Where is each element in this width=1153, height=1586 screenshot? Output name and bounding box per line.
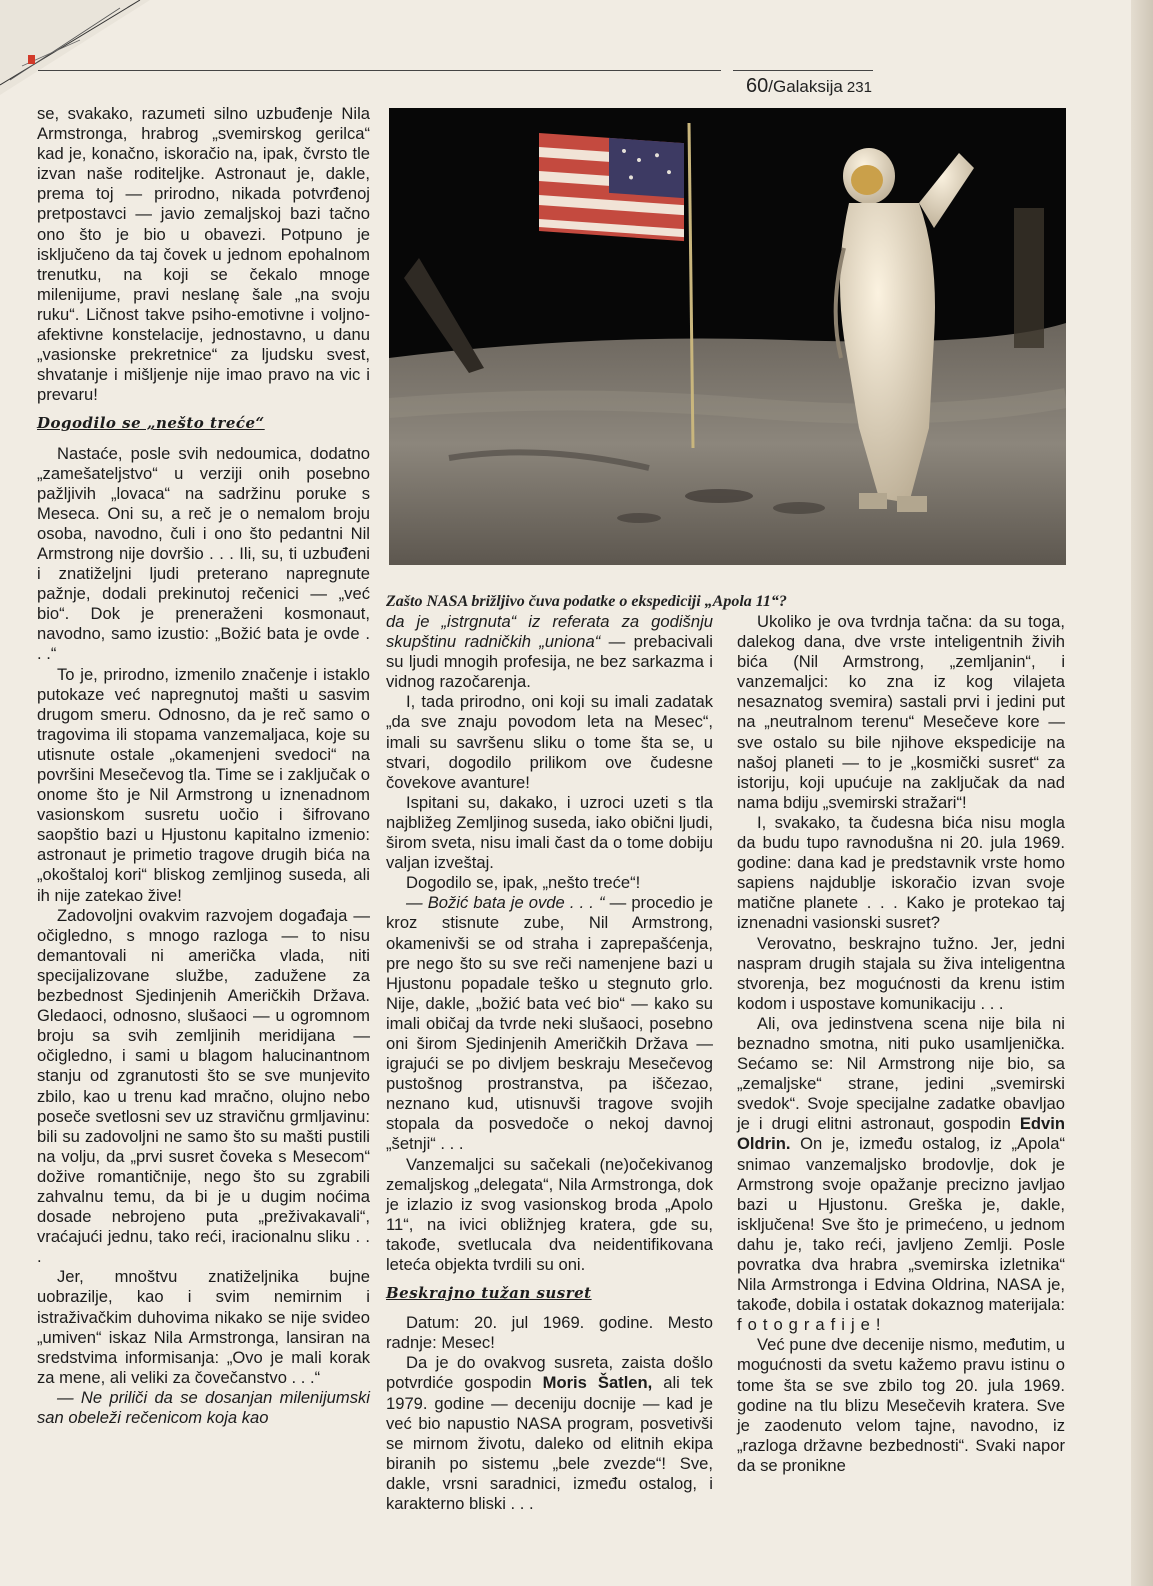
paragraph: Zadovoljni ovakvim razvojem događaja — očigledno, s mnogo razloga — to nisu demantovali ni američka vlada, niti specijalizovane službe, zadužene za bezbednost Sjedinjenih Američkih Država. Gledaoci, odnosno, slušaoci — u ogromnom broju sa svih zemljinih meridijana — očigledno, i sami u blagom halucinantnom stanju od zgranutosti što se sve munjevito zbilo, kao u trenu kad mračno, olujno nebo poseče svetlosni sev uz stravičnu grmljavinu: bili su zadovoljni ne samo što su mašti pustili na volju, da „prvi susret čoveka s Mesecom“ dožive romantičnije, nego što su zgrabili zahvalnu temu, da bi je u dugim noćima dosade nebrojeno puta „preživakavali“, vraćajući jednu, tako reći, iracionalnu sliku . . . — [37, 905, 370, 1267]
issue-number: 60 — [746, 75, 769, 97]
paragraph: Nastaće, posle svih nedoumica, dodatno „zamešateljstvo“ u verziji onih posebno pažljivih „lovaca“ na sadržinu poruke s Meseca. Oni su, a reč je o nemalom broju osoba, navodno, čuli i ono što pedantni Nil Armstrong nije dovršio . . . Ili, su, ti uzbuđeni i znatiželjni ljudi preterano napregnute pažnje, dodali prekinutoj rečenici — „već bio“. Dok je preneraženi kosmonaut, navodno, samo izustio: „Božić bata je ovde . . .“ — [37, 443, 370, 664]
section-heading: Dogodilo se „nešto treće“ — [37, 414, 265, 433]
column-2 — [386, 612, 713, 1514]
paragraph: Ukoliko je ova tvrdnja tačna: da su toga, dalekog dana, dve vrste inteligentnih živih bića (Nil Armstrong, „zemljanin“, i vanzemaljci: ko zna iz kog vilajeta nesaznatog svemira) sastali prvi i jedini put na „neutralnom terenu“ Mesečeve kore — sve ostalo su bile njihove ekspedicije na našoj planeti — to je „kosmički susret“ za istoriju, koji upućuje na zaključak da nad nama bdiju „svemirski stražari“! — [737, 612, 1065, 812]
text-run: On je, između ostalog, iz „Apola“ snimao vanzemaljsko brodovlje, dok je Armstrong svoje opažanje precizno javljao bazi u Hjustonu. Greška je, dakle, isključena! Sve što je primećeno, u jednom dahu je, tako reći, javljeno Zemlji. Posle povratka dva hrabra „svemirska izletnika“ Nila Armstronga i Edvina Oldrina, NASA je, takođe, dobila i ostatak dokaznog materijala: — [737, 1134, 1065, 1315]
paragraph — [386, 612, 713, 692]
paragraph — [386, 1353, 713, 1514]
person-name: Moris Šatlen, — [542, 1373, 653, 1393]
section-heading: Beskrajno tužan susret — [386, 1284, 592, 1303]
header-rule — [38, 70, 721, 71]
paragraph: se, svakako, razumeti silno uzbuđenje Nila Armstronga, hrabrog „svemirskog gerilca“ kad je, konačno, iskoračio na, ipak, čvrsto tle izvan naše roditeljke. Astronaut je, dakle, prema toj — prirodno, nikada potvrđenoj pretpostavci — javio zemaljskoj bazi tačno ono što je bio u obavezi. Potpuno je isključeno da taj čovek u jednom epohalnom trenutku, na koji se čekalo mnoge milenijume, pravi neslanę šale „na svoju ruku“. Ličnost takve psiho-emotivne i voljno-afektivne konstelacije, jednostavno, u danu „vasionske prekretnice“ za ljudsku svest, shvatanje i mišljenje nije imao pravo na vic i prevaru! — [37, 104, 370, 405]
photo-caption: Zašto NASA brižljivo čuva podatke o ekspediciji „Apola 11“? — [386, 593, 787, 610]
text-run: ali tek 1979. godine — deceniju docnije — kad je već bio napustio NASA program, posvetivši se mirnom životu, daleko od elitnih ekipa biranih po sistemu „bele zvezde“! Sve, dakle, vrsni saradnici, između ostalog, i karakterno bliski . . . — [386, 1373, 713, 1514]
paragraph: I, svakako, ta čudesna bića nisu mogla da budu tupo ravnodušna ni 20. jula 1969. godine: dana kad je predstavnik vrste homo sapiens najdublje iskoračio izvan svoje matične planete . . . Kako je protekao taj iznenadni vasionski susret? — [737, 812, 1065, 933]
text-run: — prebacivali su ljudi mnogih profesija, ne bez sarkazma i vidnog razočarenja. — [386, 632, 713, 692]
paragraph: Vanzemaljci su sačekali (ne)očekivanog zemaljskog „delegata“, Nila Armstronga, dok je izlazio iz svog vasionskog broda „Apolo 11“, na ivici obližnjeg kratera, gde su, takođe, svetlucala dva neidentifikovana leteća objekta tvrdili su oni. — [386, 1154, 713, 1274]
page-number: 231 — [846, 79, 872, 96]
paragraph: Ispitani su, dakako, i uzroci uzeti s tla najbližeg Zemljinog suseda, iako obični ljudi, širom sveta, nisu imali čast da o tome dobiju valjan izveštaj. — [386, 792, 713, 873]
italic-quote: — Božić bata je ovde . . . “ — [406, 893, 605, 913]
paragraph — [737, 1014, 1065, 1336]
italic-quote: da je „istrgnuta“ iz referata za godišnju skupštinu radničkih „uniona“ — [386, 612, 713, 652]
paragraph: I, tada prirodno, oni koji su imali zadatak „da sve znaju povodom leta na Mesec“, imali su savršenu sliku o tome šta se, u stvari, dogodilo prilikom ove čudesne čovekove avanture! — [386, 692, 713, 792]
text-run: — procedio je kroz stisnute zube, Nil Armstrong, okamenivši se od straha i zaprepašćenja, pre nego što su sve reči namenjene bazi u Hjustonu popadale teško u stegnuto grlo. Nije, dakle, „božić bata već bio“ — kako su imali običaj da tvrde neki slušaoci, posebno oni širom Sjedinjenih Američkih Država — igrajući se po divljem beskraju Mesečevog pustošnog prostranstva, pa iščezao, neznano kud, utisnuvši tragove svojih stopala da posvedoče o nekoj davnoj „šetnji“ . . . — [386, 893, 713, 1154]
text-run: Da je do ovakvog susreta, zaista došlo potvrdiće gospodin — [386, 1353, 713, 1393]
moon-landing-photo — [389, 108, 1066, 565]
paragraph: Verovatno, beskrajno tužno. Jer, jedni naspram drugih stajala su živa inteligentna stvorenja, bez mogućnosti da krenu istim kodom i uspostave komunikaciju . . . — [737, 933, 1065, 1013]
spaced-word: fotografije! — [737, 1315, 887, 1335]
paragraph: Već pune dve decenije nismo, međutim, u mogućnosti da svetu kažemo pravu istinu o tome šta se sve zbilo tog 20. jula 1969. godine na tlu blizu Mesečevih kratera. Sve je zaodenuto velom tajne, navodno, iz „razloga državne bezbednosti“. Svaki napor da se pronikne — [737, 1335, 1065, 1475]
page-edge — [1131, 0, 1153, 1586]
page-header — [746, 75, 872, 98]
text-run: Ali, ova jedinstvena scena nije bila ni beznadno smotna, niti puko usamljenička. Sećamo se: Nil Armstrong nije bio, sa „zemaljske“ strane, jedini „svemirski svedok“. Svoje specijalne zadatke obavljao je i drugi elitni astronaut, gospodin — [737, 1013, 1065, 1134]
corner-fold — [0, 0, 150, 95]
column-3 — [737, 612, 1065, 1476]
paragraph: Dogodilo se, ipak, „nešto treće“! — [406, 873, 641, 893]
paragraph: — Ne priliči da se dosanjan milenijumski san obeleži rečenicom koja kao — [37, 1387, 370, 1427]
paragraph: Datum: 20. jul 1969. godine. Mesto radnje: Mesec! — [386, 1313, 713, 1353]
person-name: Edvin Oldrin. — [737, 1114, 1065, 1154]
column-1 — [37, 104, 370, 1428]
header-rule-right — [733, 70, 873, 71]
magazine-name: /Galaksija — [768, 77, 843, 96]
paragraph — [386, 893, 713, 1154]
paragraph: To je, prirodno, izmenilo značenje i istaklo putokaze već napregnutoj mašti u sasvim drugom smeru. Odnosno, da je reč samo o tragovima ili stopama vanzemaljaca, koje su utisnute ostale „okamenjeni svedoci“ na površini Mesečevog tla. Time se i zaključak o onome što je Nil Armstrong u iznenadnom vasionskom susretu uočio i šifrovano saopštio bazi u Hjustonu kapitalno izmenio: astronaut je primetio tragove drugih bića na „okoštaloj kori“ bliskog zemljinog suseda, ali ih nije zatekao žive! — [37, 664, 370, 905]
paragraph: Jer, mnoštvu znatiželjnika bujne uobrazilje, kao i svim nemirnim i istraživačkim duhovima nikako se nije svideo „umiven“ iskaz Nila Armstronga, lansiran na sredstvima informisanja: „Ovo je mali korak za mene, ali veliki za čovečanstvo . . .“ — [37, 1267, 370, 1387]
